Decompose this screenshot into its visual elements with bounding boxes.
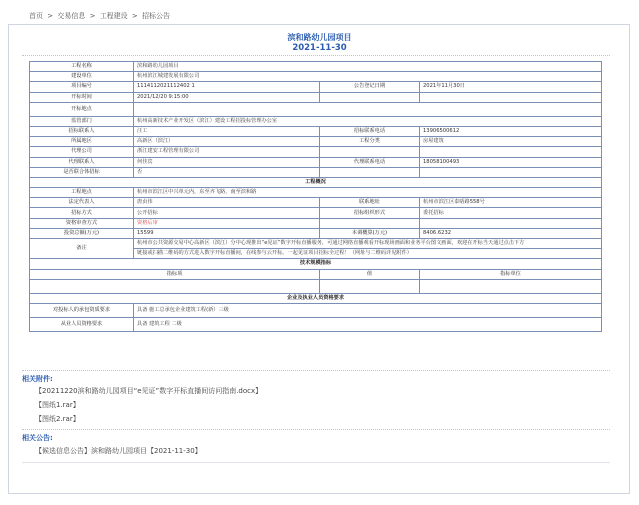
cell-label: 开标时间: [30, 92, 134, 102]
cell-label: 投资总额(万元): [30, 228, 134, 238]
cell-value: 2021/12/20 9:15:00: [134, 92, 320, 102]
attachments-title: 相关附件:: [22, 375, 53, 383]
cell-label: 公告登记日期: [320, 82, 420, 92]
table-row: [30, 239, 602, 249]
cell-label: 联系地址: [320, 198, 420, 208]
divider: [22, 55, 610, 56]
cell-empty: [320, 92, 420, 102]
breadcrumb-sep: >: [47, 12, 54, 20]
cell-label: 工程地点: [30, 188, 134, 198]
cell-label: 法定代表人: [30, 198, 134, 208]
tech-col-item: 指标项: [30, 269, 320, 279]
cell-label: 招标联系电话: [320, 126, 420, 136]
table-row: [30, 126, 602, 136]
cell-value: 15599: [134, 228, 320, 238]
attachment-link[interactable]: 【图纸1.rar】: [35, 401, 80, 409]
overview-section-title: 工程概况: [30, 177, 602, 187]
cell-value: 杭州市滨江区中兴单元内，东至齐飞路，南至滨和路: [134, 188, 602, 198]
cell-label: 招标组织形式: [320, 208, 420, 218]
table-row: [30, 72, 602, 82]
cell-value: 1114112021112402 1: [134, 82, 320, 92]
table-row: [30, 218, 602, 228]
cell-label: 代理公司: [30, 147, 134, 157]
cell-label: 从业人员资格要求: [30, 317, 134, 331]
cell-empty: [420, 218, 602, 228]
section-header-row: [30, 293, 602, 303]
cell-label: 代理联系人: [30, 157, 134, 167]
attachment-link[interactable]: 【20211220滨和路幼儿园项目“e见证”数字开标直播间访问指南.docx】: [35, 387, 263, 395]
table-row: [30, 92, 602, 102]
cell-value: 滨和路幼儿园项目: [134, 62, 602, 72]
table-row: [30, 279, 602, 293]
table-row: [30, 62, 602, 72]
table-row: [30, 228, 602, 238]
cell-value: 具备 建筑工程 二级: [134, 317, 602, 331]
breadcrumb-sep: >: [89, 12, 96, 20]
project-info-table: [29, 61, 602, 332]
divider: [22, 370, 610, 371]
cell-value: 何佳宾: [134, 157, 320, 167]
cell-label: 招标联系人: [30, 126, 134, 136]
cell-label: 本调概算(万元): [320, 228, 420, 238]
cell-empty: [420, 279, 602, 293]
table-row: [30, 198, 602, 208]
cell-empty: [420, 147, 602, 157]
table-row: [30, 303, 602, 317]
cell-empty: [30, 279, 320, 293]
cell-value: 具备 施工总承包企业建筑工程(新）三级: [134, 303, 602, 317]
cell-label: 项目编号: [30, 82, 134, 92]
table-row: [30, 317, 602, 331]
cell-value: 公开招标: [134, 208, 320, 218]
table-row: [30, 137, 602, 147]
table-row: [30, 82, 602, 92]
cell-value: [134, 102, 602, 116]
note-line: 链接或扫描二维码的方式进入数字开标直播间，在线参与云开标。一起见证项目招标全过程！（网址与二维码详见附件）: [134, 249, 602, 259]
section-header-row: [30, 259, 602, 269]
cell-value: 杭州市滨江区泰晤路558号: [420, 198, 602, 208]
cell-value: 否: [134, 167, 320, 177]
table-row: [30, 116, 602, 126]
tech-section-title: 技术规模指标: [30, 259, 602, 269]
table-row: [30, 157, 602, 167]
breadcrumb-trade[interactable]: 交易信息: [57, 12, 86, 20]
cell-label: 监管部门: [30, 116, 134, 126]
section-header-row: [30, 177, 602, 187]
cell-value: 杭州滨江城建发展有限公司: [134, 72, 602, 82]
cell-label: 备注: [30, 239, 134, 259]
cell-value: 2021年11月30日: [420, 82, 602, 92]
tech-col-unit: 指标单位: [420, 269, 602, 279]
cell-value: 委托招标: [420, 208, 602, 218]
cell-empty: [320, 279, 420, 293]
cell-value: 汪工: [134, 126, 320, 136]
cell-label: 代理联系电话: [320, 157, 420, 167]
notice-link[interactable]: 【候选信息公告】滨和路幼儿园项目【2021-11-30】: [35, 447, 202, 455]
cell-label: 开标地点: [30, 102, 134, 116]
cell-value: 房屋建筑: [420, 137, 602, 147]
table-row: [30, 167, 602, 177]
cell-value: 浙江建安工程管理有限公司: [134, 147, 320, 157]
qualification-section-title: 企业及执业人员资格要求: [30, 293, 602, 303]
cell-empty: [320, 218, 420, 228]
breadcrumb-notice[interactable]: 招标公告: [142, 12, 171, 20]
divider: [22, 429, 610, 430]
attachment-link[interactable]: 【图纸2.rar】: [35, 415, 80, 423]
cell-value: 8406.6232: [420, 228, 602, 238]
cell-empty: [420, 167, 602, 177]
cell-value: 资格后审: [134, 218, 320, 228]
cell-label: 工程名称: [30, 62, 134, 72]
cell-label: 建设单位: [30, 72, 134, 82]
page-title: 滨和路幼儿园项目: [287, 33, 352, 42]
table-row: [30, 269, 602, 279]
cell-empty: [320, 147, 420, 157]
breadcrumb-sep: >: [131, 12, 138, 20]
table-row: [30, 208, 602, 218]
cell-empty: [320, 167, 420, 177]
breadcrumb-construction[interactable]: 工程建设: [99, 12, 128, 20]
cell-value: 唐贞伟: [134, 198, 320, 208]
tech-col-value: 值: [320, 269, 420, 279]
table-row: [30, 188, 602, 198]
breadcrumb: [29, 11, 172, 21]
cell-label: 所属地区: [30, 137, 134, 147]
cell-value: 13906500612: [420, 126, 602, 136]
cell-label: 工程分类: [320, 137, 420, 147]
notices-title: 相关公告:: [22, 434, 53, 442]
cell-label: 招标方式: [30, 208, 134, 218]
cell-empty: [420, 92, 602, 102]
cell-label: 是否联合体招标: [30, 167, 134, 177]
note-line: 杭州市公共资源交易中心高新区（滨江）分中心现推出“e见证”数字开标直播服务，可通过网络直播观看开标现场画面和业务平台图文画面，欢迎在开标当天通过点击下方: [134, 239, 602, 249]
divider: [22, 462, 610, 463]
cell-value: 18058100493: [420, 157, 602, 167]
table-row: [30, 147, 602, 157]
cell-value: 杭州高新技术产业开发区（滨江）建设工程招投标管理办公室: [134, 116, 602, 126]
cell-label: 对投标人的承包资质要求: [30, 303, 134, 317]
page-date: 2021-11-30: [292, 43, 347, 53]
cell-label: 资格审查方式: [30, 218, 134, 228]
table-row: [30, 102, 602, 116]
cell-value: 高新区（滨江）: [134, 137, 320, 147]
breadcrumb-home[interactable]: 首页: [29, 12, 43, 20]
